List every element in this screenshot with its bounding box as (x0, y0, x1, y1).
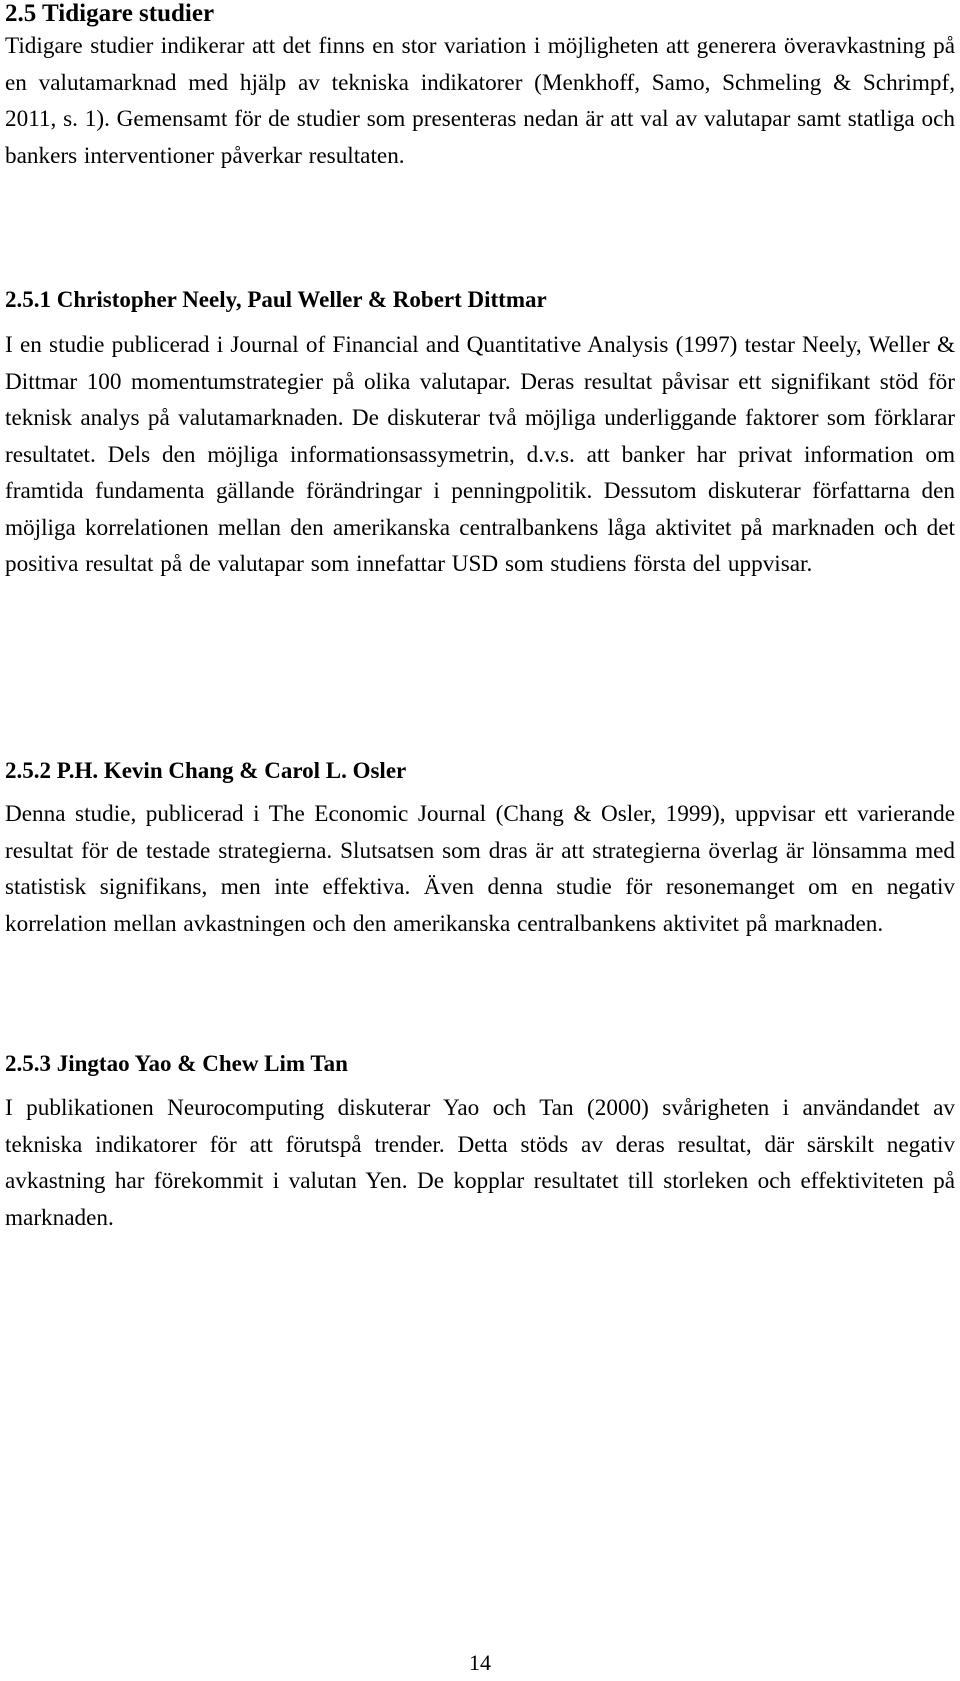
subsection-paragraph-chang: Denna studie, publicerad i The Economic Journal (Chang & Osler, 1999), uppvisar ett varierande resultat för de testade strategierna. Slutsatsen som dras är att strategierna överlag är lönsamma med statistisk signifikans, men inte effektiva. Även denna studie för resonemanget om en negativ korrelation mellan avkastningen och den amerikanska centralbankens aktivitet på marknaden. (5, 801, 955, 937)
document-page (5, 0, 955, 1231)
subsection-heading-chang: 2.5.2 P.H. Kevin Chang & Carol L. Osler (5, 758, 407, 783)
section-intro-paragraph: Tidigare studier indikerar att det finns en stor variation i möjligheten att generera överavkastning på en valutamarknad med hjälp av tekniska indikatorer (Menkhoff, Samo, Schmeling & Schrimpf, 2011, s. 1). Gemensamt för de studier som presenteras nedan är att val av valutapar samt statliga och bankers interventioner påverkar resultaten. (5, 33, 955, 169)
subsection-heading-neely: 2.5.1 Christopher Neely, Paul Weller & Robert Dittmar (5, 287, 547, 312)
subsection-paragraph-neely: I en studie publicerad i Journal of Financial and Quantitative Analysis (1997) testar Neely, Weller & Dittmar 100 momentumstrategier på olika valutapar. Deras resultat påvisar ett signifikant stöd för teknisk analys på valutamarknaden. De diskuterar två möjliga underliggande faktorer som förklarar resultatet. Dels den möjliga informationsassymetrin, d.v.s. att banker har privat information om framtida fundamenta gällande förändringar i penningpolitik. Dessutom diskuterar författarna den möjliga korrelationen mellan den amerikanska centralbankens låga aktivitet på marknaden och det positiva resultat på de valutapar som innefattar USD som studiens första del uppvisar. (5, 332, 955, 577)
subsection-heading-yao: 2.5.3 Jingtao Yao & Chew Lim Tan (5, 1051, 348, 1076)
subsection-paragraph-yao: I publikationen Neurocomputing diskuterar Yao och Tan (2000) svårigheten i användandet av tekniska indikatorer för att förutspå trender. Detta stöds av deras resultat, där särskilt negativ avkastning har förekommit i valutan Yen. De kopplar resultatet till storleken och effektiviteten på marknaden. (5, 1095, 955, 1231)
section-heading: 2.5 Tidigare studier (5, 0, 215, 27)
page-number: 14 (469, 1650, 491, 1675)
